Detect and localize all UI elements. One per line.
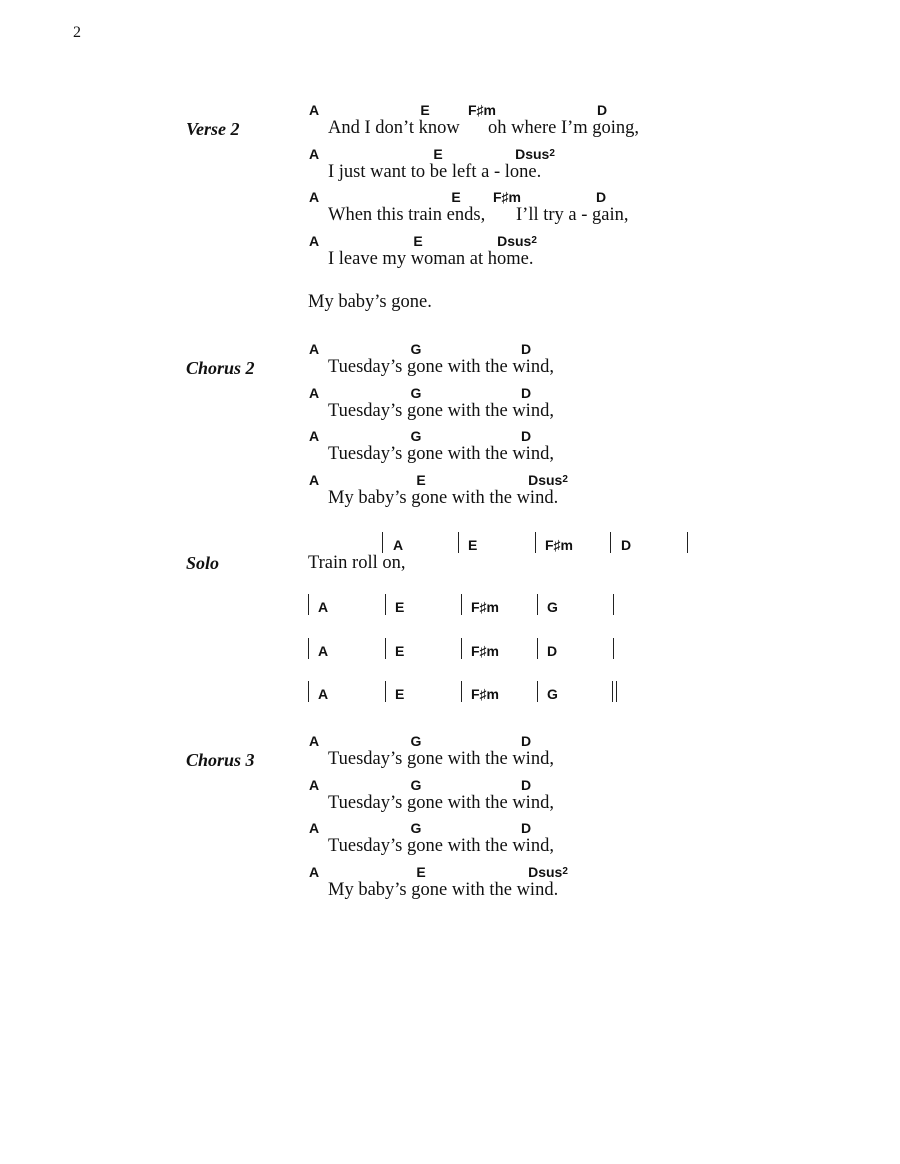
chord: D (520, 341, 532, 357)
chord-dsus2: Dsus$^2$ (528, 472, 568, 488)
chord: G (410, 777, 422, 793)
bar-line (461, 681, 462, 702)
lyric-line: Tuesday’s gone with the wind, (328, 357, 554, 377)
lyric-line: Tuesday’s gone with the wind, (328, 444, 554, 464)
chord: G (547, 599, 558, 615)
chord: D (520, 428, 532, 444)
chord: A (393, 537, 404, 553)
chord: A (308, 341, 320, 357)
bar-line (461, 638, 462, 659)
section-label-solo: Solo (186, 553, 220, 573)
lyric-line: I just want to be left a - lone. (328, 162, 542, 182)
chord: E (395, 599, 405, 615)
chord: G (410, 341, 422, 357)
chord: G (410, 428, 422, 444)
chord: A (308, 233, 320, 249)
lyric-line: Tuesday’s gone with the wind, (328, 836, 554, 856)
chord: A (308, 385, 320, 401)
chord: F♯m (493, 189, 521, 205)
lyric-line: I leave my woman at home. (328, 249, 534, 269)
bar-line (537, 638, 538, 659)
bar-line (537, 594, 538, 615)
bar-line (610, 532, 611, 553)
chord: F♯m (468, 102, 496, 118)
chord: E (416, 864, 426, 880)
bar-line (687, 532, 688, 553)
section-label-chorus-2: Chorus 2 (186, 358, 255, 378)
lyric-line: Train roll on, (308, 553, 406, 573)
chord: E (420, 102, 430, 118)
lyric-line: Tuesday’s gone with the wind, (328, 749, 554, 769)
chord: A (318, 599, 329, 615)
bar-line (308, 638, 309, 659)
lyric-line: I’ll try a - gain, (516, 205, 629, 225)
chord: A (308, 428, 320, 444)
chord: G (547, 686, 558, 702)
lyric-line: oh where I’m going, (488, 118, 640, 138)
chord: F♯m (471, 686, 499, 702)
chord: G (410, 820, 422, 836)
chord-dsus2: Dsus$^2$ (497, 233, 537, 249)
lyric-line: And I don’t know (328, 118, 460, 138)
section-label-verse-2: Verse 2 (186, 119, 240, 139)
page-number: 2 (73, 24, 81, 41)
bar-line (537, 681, 538, 702)
bar-line (308, 681, 309, 702)
lyric-line: Tuesday’s gone with the wind, (328, 401, 554, 421)
chord: A (308, 820, 320, 836)
chord: G (410, 733, 422, 749)
bar-line (461, 594, 462, 615)
section-label-chorus-3: Chorus 3 (186, 750, 255, 770)
lyric-line: When this train ends, (328, 205, 486, 225)
lyric-line: My baby’s gone with the wind. (328, 880, 559, 900)
chord: E (468, 537, 478, 553)
chord: A (308, 777, 320, 793)
chord: F♯m (545, 537, 573, 553)
lyric-tag: My baby’s gone. (308, 292, 432, 312)
bar-line (308, 594, 309, 615)
bar-line (385, 638, 386, 659)
lyric-line: My baby’s gone with the wind. (328, 488, 559, 508)
chord: D (547, 643, 558, 659)
chord: A (318, 686, 329, 702)
chord-dsus2: Dsus$^2$ (515, 146, 555, 162)
chord: D (520, 733, 532, 749)
bar-line (385, 594, 386, 615)
chord: D (520, 820, 532, 836)
bar-line (613, 638, 614, 659)
chord: G (410, 385, 422, 401)
final-double-bar-line (612, 681, 617, 702)
chord: D (621, 537, 632, 553)
chord: A (308, 102, 320, 118)
chord: E (451, 189, 461, 205)
chord: A (308, 733, 320, 749)
chord-dsus2: Dsus$^2$ (528, 864, 568, 880)
chord: E (395, 643, 405, 659)
bar-line (382, 532, 383, 553)
chord: D (596, 102, 608, 118)
chord: F♯m (471, 643, 499, 659)
lyric-line: Tuesday’s gone with the wind, (328, 793, 554, 813)
chord: F♯m (471, 599, 499, 615)
bar-line (613, 594, 614, 615)
bar-line (535, 532, 536, 553)
chord: D (595, 189, 607, 205)
chord: D (520, 385, 532, 401)
chord: E (395, 686, 405, 702)
chord: E (416, 472, 426, 488)
chord: E (413, 233, 423, 249)
chord: D (520, 777, 532, 793)
chord: A (308, 146, 320, 162)
bar-line (458, 532, 459, 553)
chord: A (308, 472, 320, 488)
chord: A (308, 864, 320, 880)
chord: E (433, 146, 443, 162)
chord: A (318, 643, 329, 659)
chord: A (308, 189, 320, 205)
bar-line (385, 681, 386, 702)
